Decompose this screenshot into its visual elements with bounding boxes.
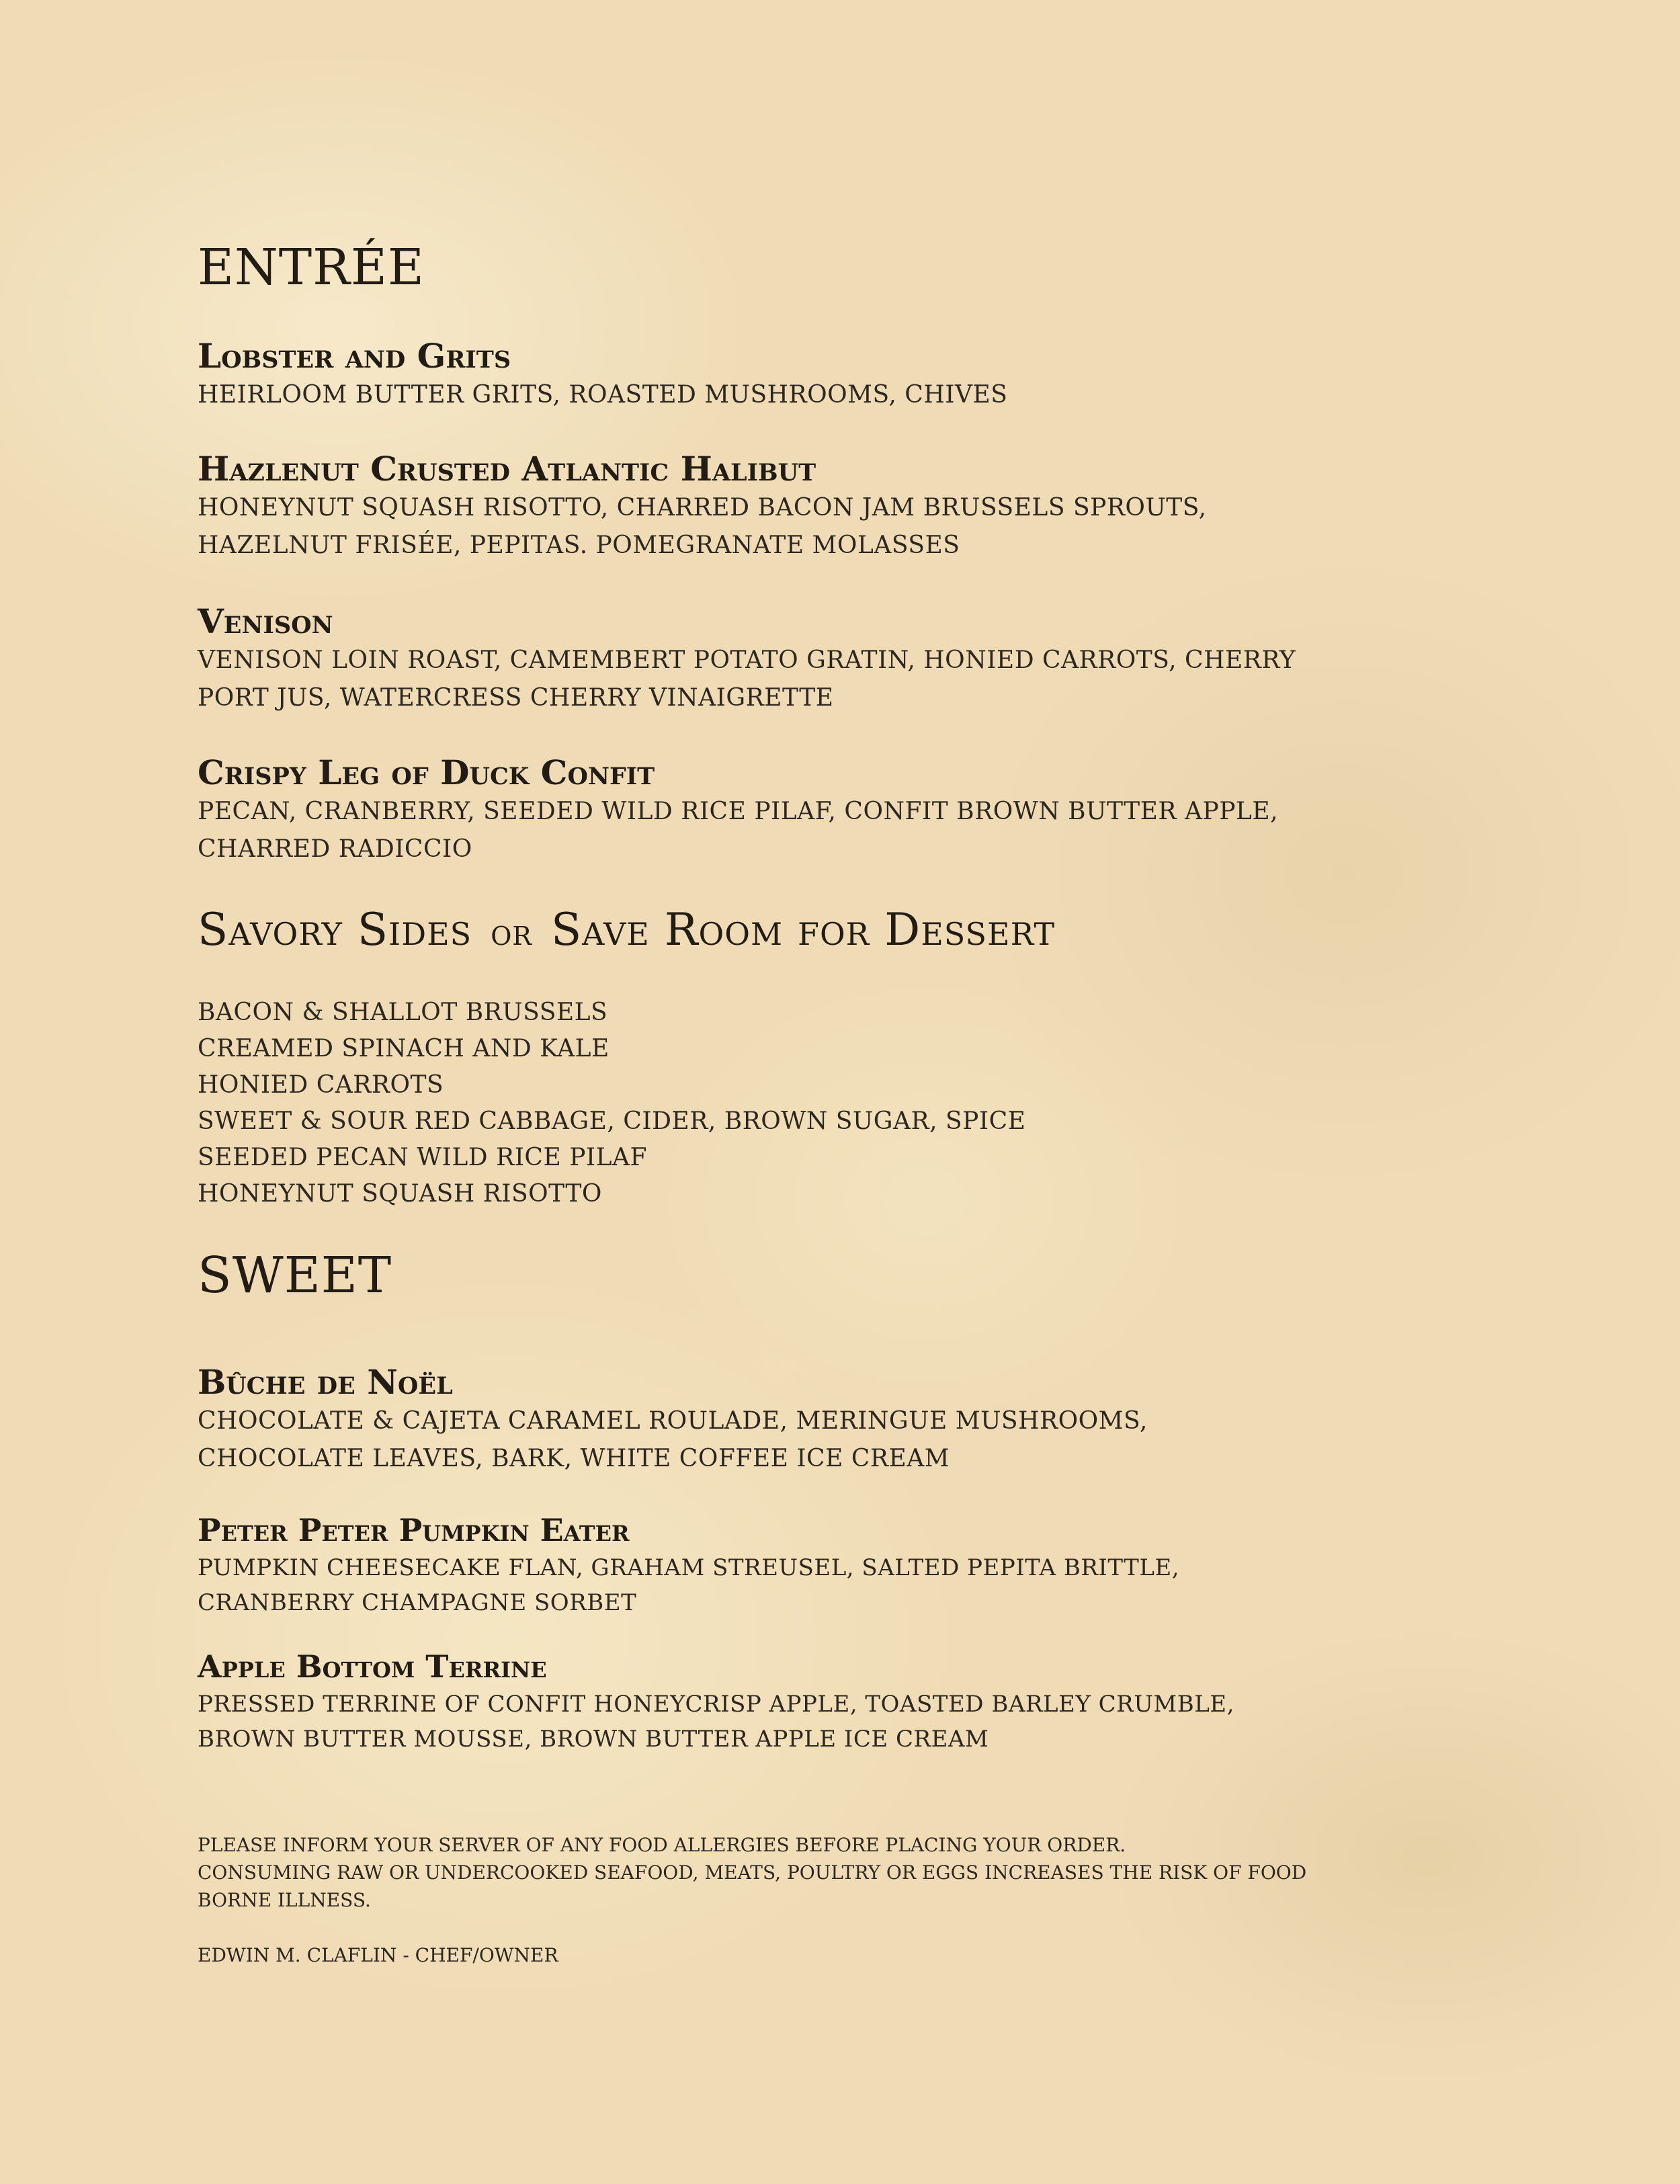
- description-line: HONEYNUT SQUASH RISOTTO, CHARRED BACON JAM BRUSSELS SPROUTS,: [198, 494, 1207, 521]
- list-item: SEEDED PECAN WILD RICE PILAF: [198, 1144, 648, 1171]
- description-line: PECAN, CRANBERRY, SEEDED WILD RICE PILAF, CONFIT BROWN BUTTER APPLE,: [198, 798, 1279, 825]
- menu-item-buche-de-noel: [198, 1362, 1515, 1478]
- menu-item-apple-bottom-terrine: [198, 1646, 1515, 1757]
- description-line: HAZELNUT FRISÉE, PEPITAS. POMEGRANATE MOLASSES: [198, 532, 960, 559]
- menu-item-name: Lobster and Grits: [198, 336, 511, 376]
- menu-item-name: Bûche de Noël: [198, 1362, 453, 1402]
- chef-credit: EDWIN M. CLAFLIN - CHEF/OWNER: [198, 1944, 558, 1966]
- entree-heading: ENTRÉE: [198, 239, 425, 296]
- description-line: CHOCOLATE LEAVES, BARK, WHITE COFFEE ICE CREAM: [198, 1445, 950, 1472]
- list-item: CREAMED SPINACH AND KALE: [198, 1035, 610, 1062]
- notice-line: PLEASE INFORM YOUR SERVER OF ANY FOOD ALLERGIES BEFORE PLACING YOUR ORDER.: [198, 1834, 1126, 1856]
- description-line: HEIRLOOM BUTTER GRITS, ROASTED MUSHROOMS, CHIVES: [198, 381, 1008, 409]
- description-line: PORT JUS, WATERCRESS CHERRY VINAIGRETTE: [198, 684, 834, 712]
- menu-item-description: [198, 376, 1515, 414]
- list-item: SWEET & SOUR RED CABBAGE, CIDER, BROWN SUGAR, SPICE: [198, 1107, 1026, 1135]
- list-item: BACON & SHALLOT BRUSSELS: [198, 999, 608, 1026]
- description-line: BROWN BUTTER MOUSSE, BROWN BUTTER APPLE ICE CREAM: [198, 1726, 989, 1753]
- menu-item-description: [198, 1402, 1515, 1478]
- description-line: PUMPKIN CHEESECAKE FLAN, GRAHAM STREUSEL, SALTED PEPITA BRITTLE,: [198, 1554, 1180, 1581]
- allergy-notice: [198, 1831, 1515, 1914]
- menu-item-description: [198, 642, 1515, 717]
- sides-heading-or: OR: [491, 921, 532, 951]
- sweet-heading: SWEET: [198, 1247, 392, 1304]
- description-line: CHARRED RADICCIO: [198, 835, 472, 863]
- menu-item-name: Hazlenut Crusted Atlantic Halibut: [198, 449, 816, 489]
- menu-item-lobster-and-grits: [198, 336, 1515, 414]
- menu-item-name: Peter Peter Pumpkin Eater: [198, 1512, 630, 1548]
- sides-heading: [198, 904, 1055, 956]
- sides-heading-part1: Savory Sides: [198, 904, 472, 956]
- sides-heading-part2: Save Room for Dessert: [550, 904, 1056, 956]
- list-item: HONIED CARROTS: [198, 1071, 444, 1099]
- menu-item-description: [198, 1687, 1515, 1757]
- menu-item-name: Apple Bottom Terrine: [198, 1648, 547, 1685]
- menu-item-name: Venison: [198, 601, 333, 641]
- notice-line: CONSUMING RAW OR UNDERCOOKED SEAFOOD, MEATS, POULTRY OR EGGS INCREASES THE RISK OF FOOD: [198, 1861, 1307, 1884]
- menu-item-venison: [198, 601, 1515, 717]
- description-line: PRESSED TERRINE OF CONFIT HONEYCRISP APPLE, TOASTED BARLEY CRUMBLE,: [198, 1691, 1234, 1718]
- sides-list: [198, 995, 1025, 1212]
- list-item: HONEYNUT SQUASH RISOTTO: [198, 1180, 602, 1208]
- menu-item-description: [198, 489, 1515, 564]
- menu-item-pumpkin-eater: [198, 1510, 1515, 1620]
- notice-line: BORNE ILLNESS.: [198, 1889, 371, 1911]
- description-line: CRANBERRY CHAMPAGNE SORBET: [198, 1589, 637, 1616]
- description-line: CHOCOLATE & CAJETA CARAMEL ROULADE, MERINGUE MUSHROOMS,: [198, 1407, 1148, 1435]
- description-line: VENISON LOIN ROAST, CAMEMBERT POTATO GRATIN, HONIED CARROTS, CHERRY: [198, 646, 1296, 674]
- menu-item-halibut: [198, 449, 1515, 564]
- menu-item-duck-confit: [198, 753, 1515, 868]
- menu-item-name: Crispy Leg of Duck Confit: [198, 753, 655, 792]
- menu-item-description: [198, 1550, 1515, 1620]
- menu-item-description: [198, 793, 1515, 868]
